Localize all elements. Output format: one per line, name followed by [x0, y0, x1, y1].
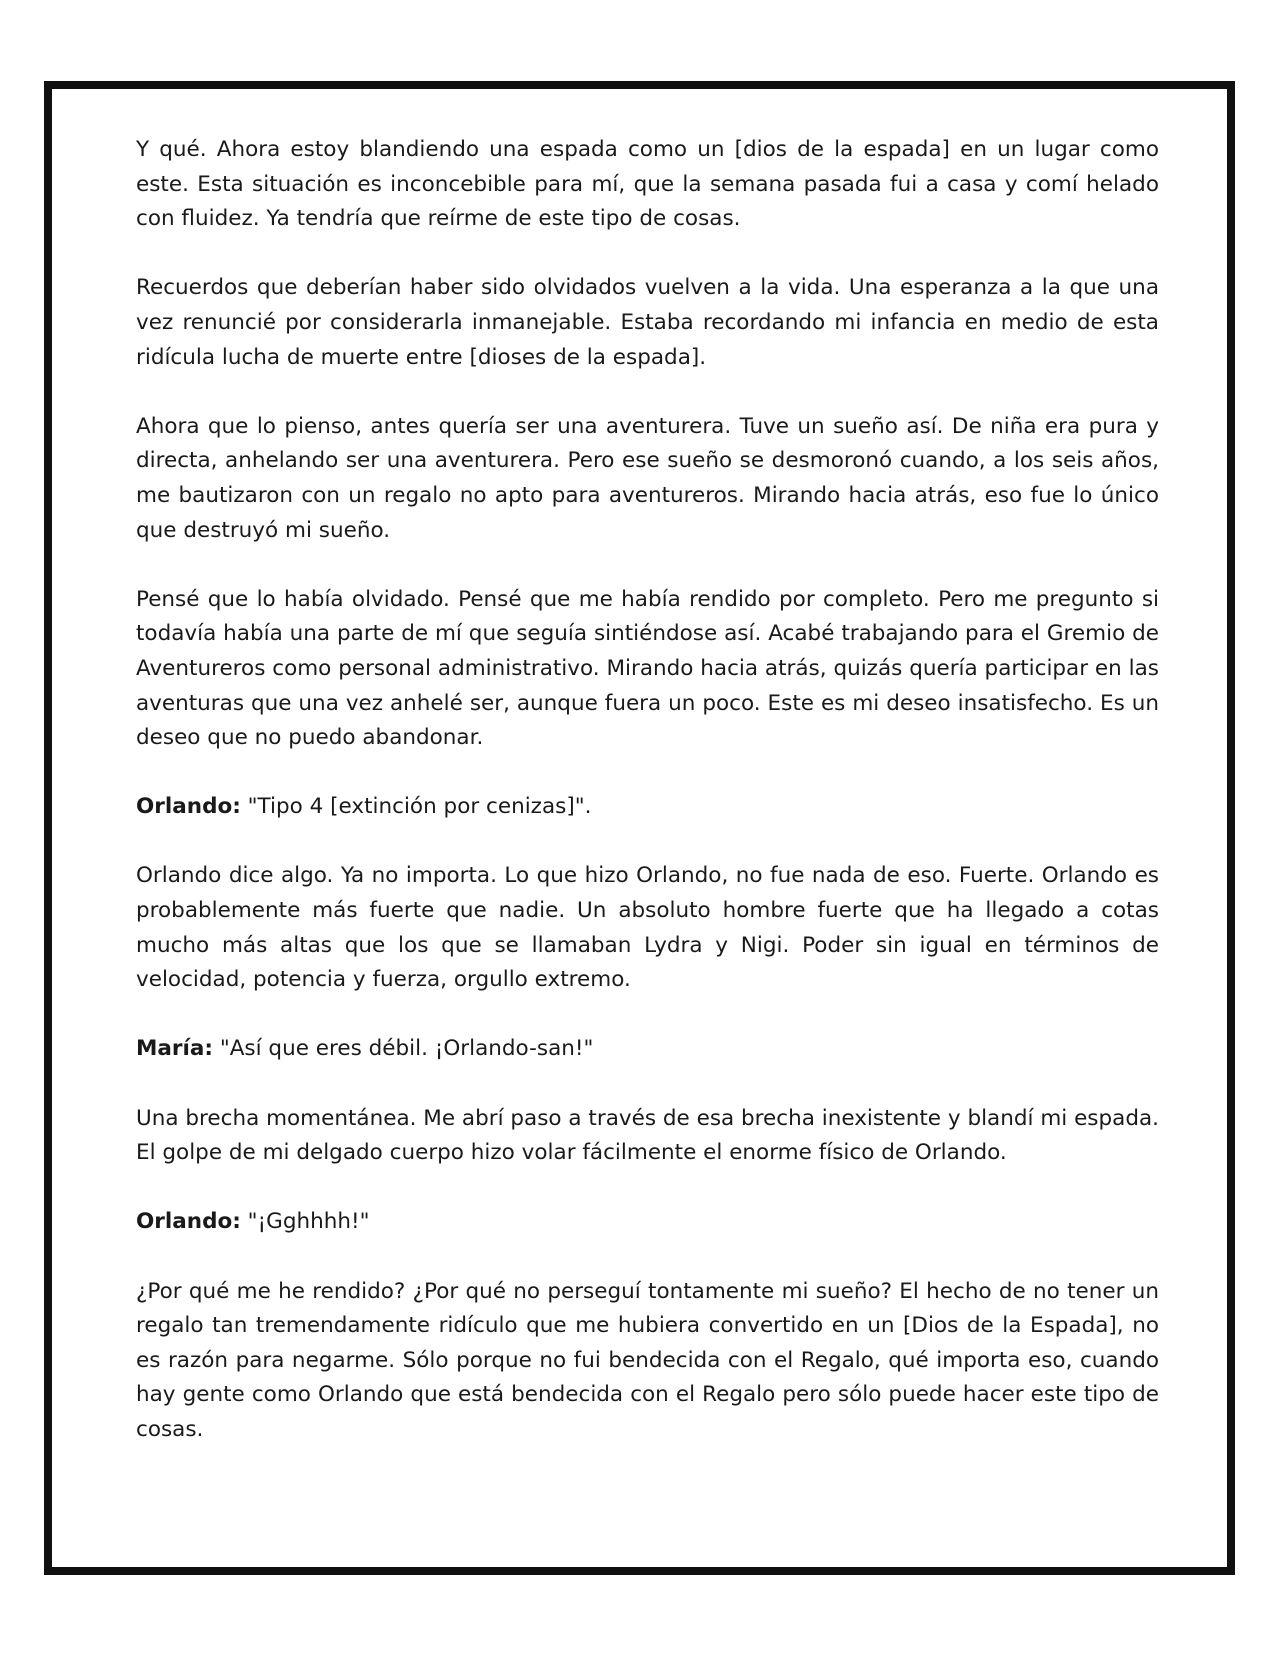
paragraph: Una brecha momentánea. Me abrí paso a través de esa brecha inexistente y blandí mi espada. El golpe de mi delgado cuerpo hizo volar fácilmente el enorme físico de Orlando.	[136, 1105, 1159, 1166]
document-body	[136, 133, 1159, 1482]
speaker-name: Orlando:	[136, 1209, 241, 1235]
paragraph: Ahora que lo pienso, antes quería ser una aventurera. Tuve un sueño así. De niña era pura y directa, anhelando ser una aventurera. Pero ese sueño se desmoronó cuando, a los seis años, me bautizaron con un regalo no apto para aventureros. Mirando hacia atrás, eso fue lo único que destruyó mi sueño.	[136, 413, 1159, 543]
paragraph: Orlando dice algo. Ya no importa. Lo que hizo Orlando, no fue nada de eso. Fuerte. Orlando es probablemente más fuerte que nadie. Un absoluto hombre fuerte que ha llegado a cotas mucho más altas que los que se llamaban Lydra y Nigi. Poder sin igual en términos de velocidad, potencia y fuerza, orgullo extremo.	[136, 863, 1159, 993]
speaker-name: Orlando:	[136, 794, 241, 820]
dialogue-text: "Tipo 4 [extinción por cenizas]".	[240, 794, 592, 820]
dialogue-text: "Así que eres débil. ¡Orlando-san!"	[212, 1036, 594, 1062]
paragraph: Y qué. Ahora estoy blandiendo una espada como un [dios de la espada] en un lugar como este. Esta situación es inconcebible para mí, que la semana pasada fui a casa y comí helado con fluidez. Ya tendría que reírme de este tipo de cosas.	[136, 137, 1159, 232]
page-frame	[44, 81, 1235, 1575]
paragraph: Recuerdos que deberían haber sido olvidados vuelven a la vida. Una esperanza a la que una vez renuncié por considerarla inmanejable. Estaba recordando mi infancia en medio de esta ridícula lucha de muerte entre [dioses de la espada].	[136, 275, 1159, 370]
dialogue-text: "¡Gghhhh!"	[240, 1209, 370, 1235]
paragraph: ¿Por qué me he rendido? ¿Por qué no perseguí tontamente mi sueño? El hecho de no tener un regalo tan tremendamente ridículo que me hubiera convertido en un [Dios de la Espada], no es razón para negarme. Sólo porque no fui bendecida con el Regalo, qué importa eso, cuando hay gente como Orlando que está bendecida con el Regalo pero sólo puede hacer este tipo de cosas.	[136, 1278, 1159, 1442]
paragraph: Pensé que lo había olvidado. Pensé que me había rendido por completo. Pero me pregunto si todavía había una parte de mí que seguía sintiéndose así. Acabé trabajando para el Gremio de Aventureros como personal administrativo. Mirando hacia atrás, quizás quería participar en las aventuras que una vez anhelé ser, aunque fuera un poco. Este es mi deseo insatisfecho. Es un deseo que no puedo abandonar.	[136, 586, 1159, 751]
speaker-name: María:	[136, 1036, 213, 1062]
dialogue-line	[136, 1205, 1159, 1240]
dialogue-line	[136, 1032, 1159, 1067]
dialogue-line	[136, 790, 1159, 825]
